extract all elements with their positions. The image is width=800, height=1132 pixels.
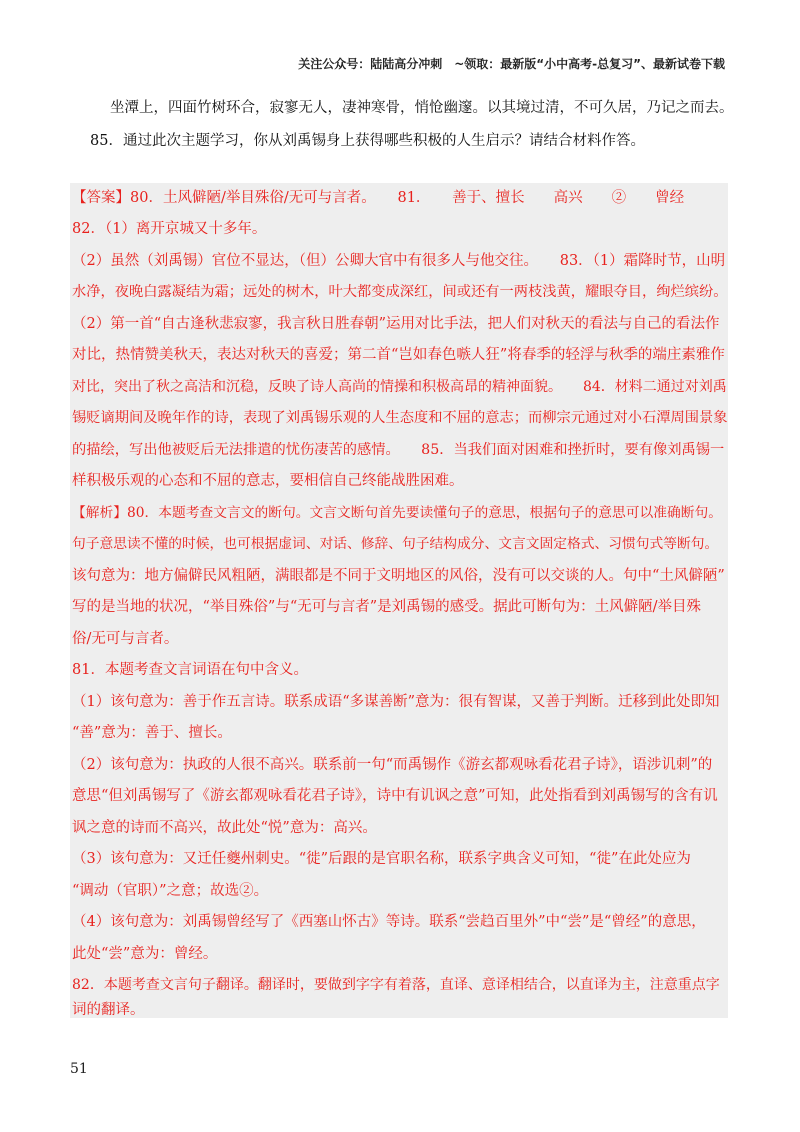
answer-line: （2）虽然（刘禹锡）官位不显达，（但）公卿大官中有很多人与他交往。 83．（1）霜降时节，山明: [72, 253, 726, 269]
page-header: 关注公众号：陆陆高分冲刺 ~领取：最新版“小中高考-总复习”、最新试卷下载: [298, 57, 725, 71]
answer-line: 锡贬谪期间及晚年作的诗，表现了刘禹锡乐观的人生态度和不屈的意志；而柳宗元通过对小石潭周围景象: [72, 410, 728, 426]
answer-line: 样积极乐观的心态和不屈的意志，要相信自己终能战胜困难。: [72, 473, 464, 489]
analysis-line: 写的是当地的状况，“举目殊俗”与“无可与言者”是刘禹锡的感受。据此可断句为：土风僻陋/举目殊: [72, 599, 702, 615]
analysis-line: 词的翻译。: [72, 1002, 145, 1018]
answer-line: 对比，热情赞美秋天，表达对秋天的喜爱；第二首“岂如春色嗾人狂”将春季的轻浮与秋季的端庄素雅作: [72, 347, 725, 363]
analysis-line: （4）该句意为：刘禹锡曾经写了《西塞山怀古》等诗。联系“尝趋百里外”中“尝”是“曾经”的意思，: [72, 914, 706, 930]
analysis-line: （3）该句意为：又迁任夔州刺史。“徙”后跟的是官职名称，联系字典含义可知，“徙”在此处应为: [72, 851, 691, 867]
answer-line: 水净，夜晚白露凝结为霜；远处的树木，叶大都变成深红，间或还有一两枝浅黄，耀眼夺目，绚烂缤纷。: [72, 284, 728, 300]
analysis-line: 意思“但刘禹锡写了《游玄都观咏看花君子诗》，诗中有讥讽之意”可知，此处指看到刘禹锡写的含有讥: [72, 788, 718, 804]
analysis-line: 俗/无可与言者。: [72, 631, 179, 647]
analysis-line: 82．本题考查文言句子翻译。翻译时，要做到字字有着落，直译、意译相结合，以直译为主，注意重点字: [72, 977, 720, 993]
analysis-line: “调动（官职）”之意；故选②。: [72, 883, 269, 899]
analysis-line: （2）该句意为：执政的人很不高兴。联系前一句“而禹锡作《游玄都观咏看花君子诗》，语涉讥刺”的: [72, 757, 713, 773]
analysis-line: 此处“尝”意为：曾经。: [72, 946, 218, 962]
page-number: 51: [70, 1061, 88, 1077]
passage-tail: 坐潭上，四面竹树环合，寂寥无人，凄神寒骨，悄怆幽邃。以其境过清，不可久居，乃记之而去。: [110, 100, 734, 116]
analysis-line: 句子意思读不懂的时候，也可根据虚词、对话、修辞、句子结构成分、文言文固定格式、习惯句式等断句。: [72, 536, 719, 552]
analysis-line: 81．本题考查文言词语在句中含义。: [72, 662, 308, 678]
question-85: 85．通过此次主题学习，你从刘禹锡身上获得哪些积极的人生启示？请结合材料作答。: [90, 133, 645, 149]
analysis-line: “善”意为：善于、擅长。: [72, 725, 232, 741]
answer-line: 的描绘，写出他被贬后无法排遣的忧伤凄苦的感情。 85．当我们面对困难和挫折时，要有像刘禹锡一: [72, 442, 725, 458]
analysis-line: 讽之意的诗而不高兴，故此处“悦”意为：高兴。: [72, 820, 377, 836]
answer-line: （2）第一首“自古逢秋悲寂寥，我言秋日胜春朝”运用对比手法，把人们对秋天的看法与自己的看法作: [72, 316, 720, 332]
analysis-line: 该句意为：地方偏僻民风粗陋，满眼都是不同于文明地区的风俗，没有可以交谈的人。句中“土风僻陋”: [72, 568, 725, 584]
answer-line: 82．（1）离开京城又十多年。: [72, 221, 267, 237]
answer-line: 【答案】80．土风僻陋/举目殊俗/无可与言者。 81． 善于、擅长 高兴 ② 曾经: [72, 190, 685, 206]
analysis-line: （1）该句意为：善于作五言诗。联系成语“多谋善断”意为：很有智谋，又善于判断。迁移到此处即知: [72, 694, 720, 710]
analysis-line: 【解析】80．本题考查文言文的断句。文言文断句首先要读懂句子的意思，根据句子的意思可以准确断句。: [72, 505, 722, 521]
answer-line: 对比，突出了秋之高洁和沉稳，反映了诗人高尚的情操和积极高昂的精神面貌。 84．材料二通过对刘禹: [72, 379, 727, 395]
